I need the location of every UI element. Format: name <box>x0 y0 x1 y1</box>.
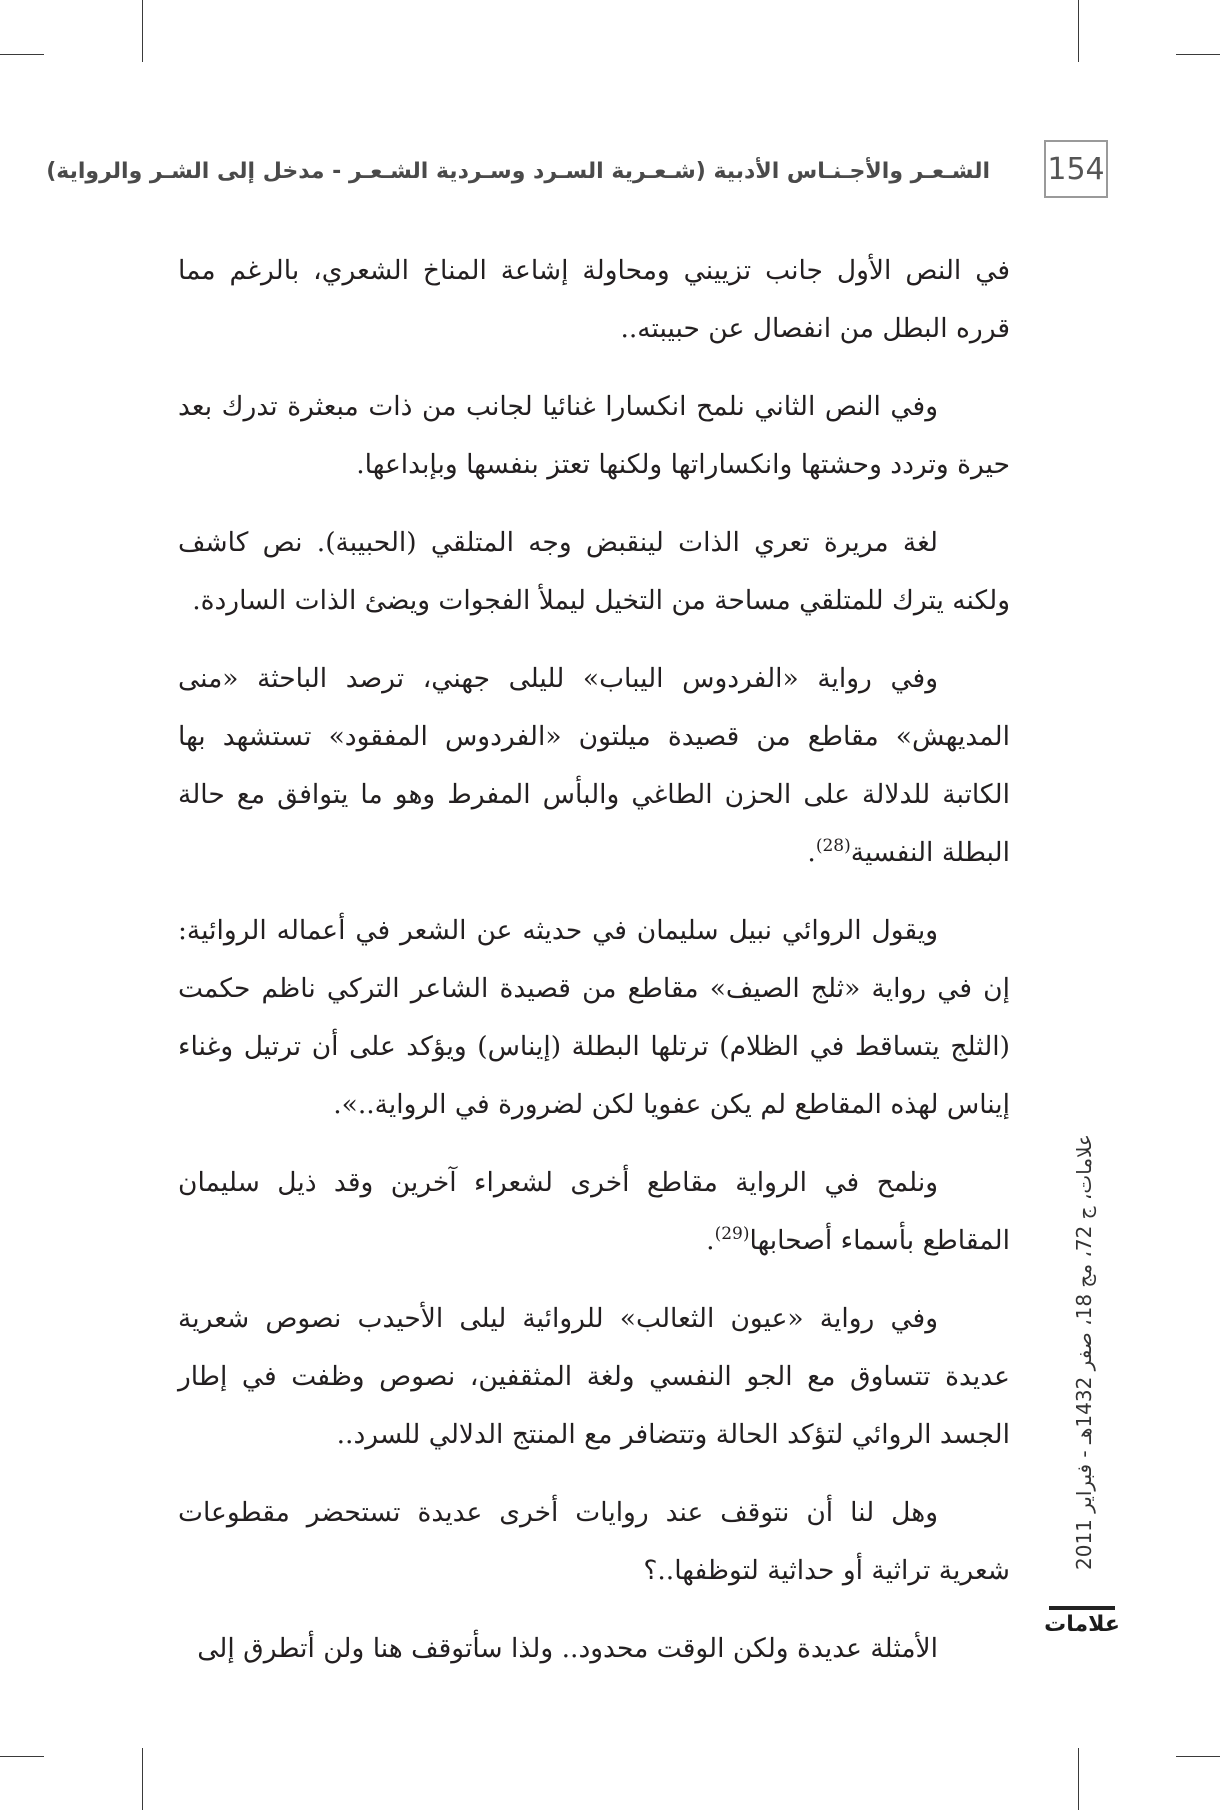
running-header: الشـعـر والأجـنـاس الأدبية (شـعـرية السـرد وسـردية الشـعـر - مدخل إلى الشـر والرواية) <box>46 159 990 184</box>
crop-mark <box>1176 1756 1220 1757</box>
footnote-ref-29: (29) <box>714 1224 750 1245</box>
journal-logo <box>1044 1600 1120 1644</box>
crop-mark <box>0 54 44 55</box>
paragraph-4: وفي رواية «الفردوس اليباب» لليلى جهني، ترصد الباحثة «منى المديهش» مقاطع من قصيدة ميلتون «الفردوس المفقود» تستشهد بها الكاتبة للدلالة على الحزن الطاغي والبأس المفرط وهو ما يتوافق مع حالة البطلة النفسية$^{(28)}$. <box>178 663 1010 868</box>
crop-mark <box>1078 1748 1079 1810</box>
paragraph-8: وهل لنا أن نتوقف عند روايات أخرى عديدة تستحضر مقطوعات شعرية تراثية أو حداثية لتوظفها..؟ <box>178 1497 1010 1586</box>
crop-mark <box>142 1748 143 1810</box>
crop-mark <box>0 1756 44 1757</box>
page-number: 154 <box>1044 140 1108 198</box>
footnote-ref-28: (28) <box>815 836 851 857</box>
logo-text: علامات <box>1044 1612 1120 1637</box>
crop-mark <box>1176 54 1220 55</box>
crop-mark <box>142 0 143 62</box>
paragraph-6: ونلمح في الرواية مقاطع أخرى لشعراء آخرين وقد ذيل سليمان المقاطع بأسماء أصحابها$^{(29)}$. <box>178 1167 1010 1256</box>
paragraph-2: وفي النص الثاني نلمح انكسارا غنائيا لجانب من ذات مبعثرة تدرك بعد حيرة وتردد وحشتها وانكساراتها ولكنها تعتز بنفسها وبإبداعها. <box>178 391 1010 480</box>
paragraph-5: ويقول الروائي نبيل سليمان في حديثه عن الشعر في أعماله الروائية: إن في رواية «ثلج الصيف» مقاطع من قصيدة الشاعر التركي ناظم حكمت (الثلج يتساقط في الظلام) ترتلها البطلة (إيناس) ويؤكد على أن ترتيل وغناء إيناس لهذه المقاطع لم يكن عفويا لكن لضرورة في الرواية..». <box>178 915 1010 1120</box>
body-text <box>178 242 1010 1698</box>
paragraph-3: لغة مريرة تعري الذات لينقبض وجه المتلقي (الحبيبة). نص كاشف ولكنه يترك للمتلقي مساحة من التخيل ليملأ الفجوات ويضئ الذات الساردة. <box>178 527 1010 616</box>
paragraph-9: الأمثلة عديدة ولكن الوقت محدود.. ولذا سأتوقف هنا ولن أتطرق إلى <box>197 1633 938 1664</box>
crop-mark <box>1078 0 1079 62</box>
journal-citation: علامات، ج 72، مج 18، صفر 1432هـ - فبراير 2011 <box>1072 1134 1096 1570</box>
paragraph-7: وفي رواية «عيون الثعالب» للروائية ليلى الأحيدب نصوص شعرية عديدة تتساوق مع الجو النفسي ولغة المثقفين، نصوص وظفت في إطار الجسد الروائي لتؤكد الحالة وتتضافر مع المنتج الدلالي للسرد.. <box>178 1303 1010 1450</box>
logo-bar <box>1049 1606 1115 1610</box>
paragraph-1: في النص الأول جانب تزييني ومحاولة إشاعة المناخ الشعري، بالرغم مما قرره البطل من انفصال عن حبيبته.. <box>178 255 1010 344</box>
